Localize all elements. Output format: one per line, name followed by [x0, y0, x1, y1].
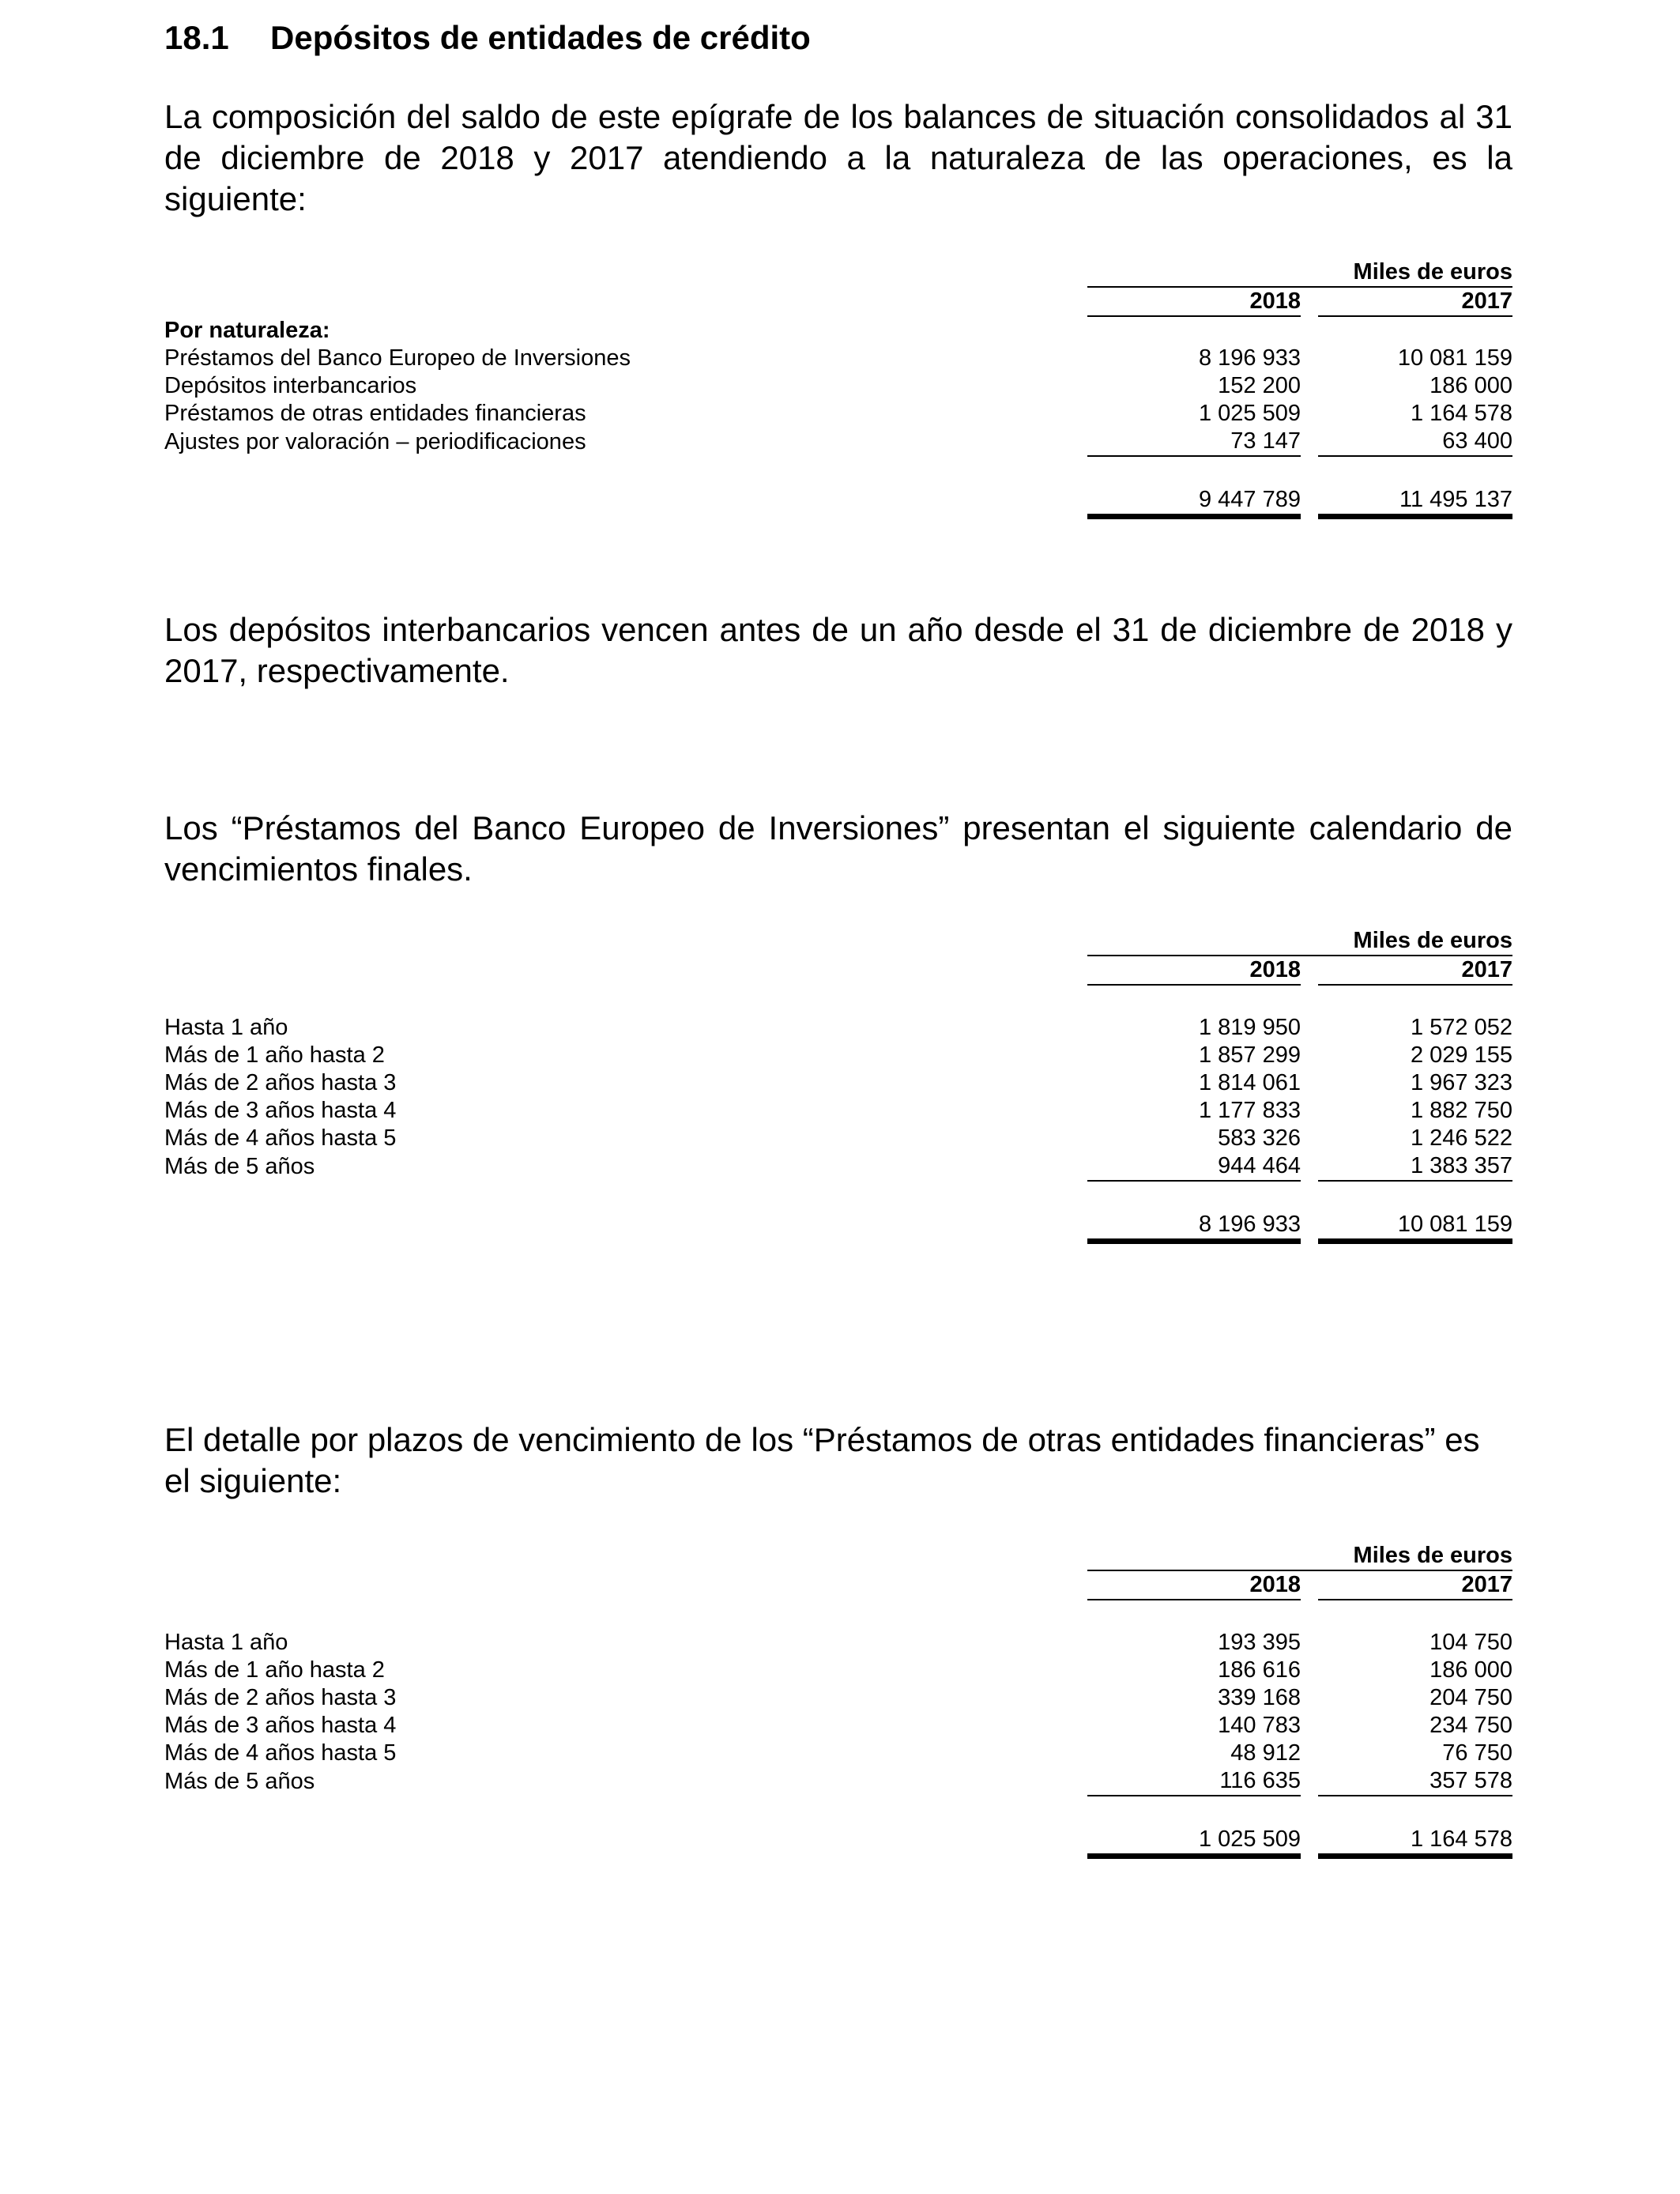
table-row [164, 1712, 1512, 1740]
table-row [164, 400, 1512, 428]
group-label: Por naturaleza: [164, 318, 330, 343]
value-2017: 1 882 750 [1410, 1098, 1512, 1123]
total-row [164, 1825, 1512, 1857]
row-label: Más de 4 años hasta 5 [164, 1740, 397, 1766]
row-label: Más de 3 años hasta 4 [164, 1098, 397, 1123]
value-2017: 1 967 323 [1410, 1070, 1512, 1095]
value-2017: 357 578 [1318, 1767, 1512, 1796]
other-intro-paragraph: El detalle por plazos de vencimiento de los “Préstamos de otras entidades financieras” es el siguiente: [164, 1421, 1480, 1499]
row-label: Más de 3 años hasta 4 [164, 1713, 397, 1738]
value-2018: 73 147 [1087, 428, 1301, 456]
row-label: Más de 4 años hasta 5 [164, 1125, 397, 1151]
row-label: Préstamos de otras entidades financieras [164, 401, 586, 426]
value-2017: 104 750 [1430, 1630, 1512, 1655]
value-2018: 1 025 509 [1198, 401, 1301, 426]
value-2018: 152 200 [1218, 373, 1301, 398]
table-row [164, 1684, 1512, 1712]
table-row [164, 372, 1512, 400]
total-2017: 10 081 159 [1318, 1210, 1512, 1242]
year-header-2017: 2017 [1318, 956, 1512, 985]
table-row [164, 428, 1512, 456]
value-2017: 10 081 159 [1397, 345, 1512, 371]
total-2017: 11 495 137 [1318, 485, 1512, 517]
total-2018: 1 025 509 [1087, 1825, 1301, 1857]
value-2018: 1 177 833 [1198, 1098, 1301, 1123]
row-label: Más de 5 años [164, 1154, 315, 1179]
row-label: Hasta 1 año [164, 1015, 288, 1040]
row-label: Hasta 1 año [164, 1630, 288, 1655]
total-row [164, 485, 1512, 517]
row-label: Más de 5 años [164, 1769, 315, 1794]
table-other-entities-maturities [164, 1542, 1512, 1859]
table-row [164, 1629, 1512, 1657]
value-2018: 116 635 [1087, 1767, 1301, 1796]
row-label: Ajustes por valoración – periodificaciones [164, 429, 586, 454]
value-2018: 1 857 299 [1198, 1042, 1301, 1068]
value-2017: 186 000 [1430, 1657, 1512, 1683]
row-label: Más de 1 año hasta 2 [164, 1657, 385, 1683]
total-2017: 1 164 578 [1318, 1825, 1512, 1857]
year-header-2018: 2018 [1087, 956, 1301, 985]
row-label: Más de 1 año hasta 2 [164, 1042, 385, 1068]
value-2018: 48 912 [1230, 1740, 1301, 1766]
total-2018: 9 447 789 [1087, 485, 1301, 517]
value-2017: 204 750 [1430, 1685, 1512, 1710]
year-header-2018: 2018 [1087, 287, 1301, 316]
year-header-2017: 2017 [1318, 1570, 1512, 1600]
bei-intro-paragraph: Los “Préstamos del Banco Europeo de Inversiones” presentan el siguiente calendario de vencimientos finales. [164, 809, 1512, 888]
interbank-note-paragraph: Los depósitos interbancarios vencen antes de un año desde el 31 de diciembre de 2018 y 2017, respectivamente. [164, 611, 1512, 689]
table-row [164, 1014, 1512, 1042]
table-bei-maturities [164, 927, 1512, 1244]
table-row [164, 1740, 1512, 1767]
table-row [164, 1152, 1512, 1181]
value-2017: 234 750 [1430, 1713, 1512, 1738]
value-2017: 1 383 357 [1318, 1152, 1512, 1181]
value-2018: 186 616 [1218, 1657, 1301, 1683]
intro-paragraph: La composición del saldo de este epígrafe de los balances de situación consolidados al 31 de diciembre de 2018 y 2017 atendiendo a la naturaleza de las operaciones, es la siguiente: [164, 98, 1512, 217]
value-2017: 1 246 522 [1410, 1125, 1512, 1151]
unit-label: Miles de euros [1087, 1542, 1512, 1570]
table-row [164, 1657, 1512, 1684]
row-label: Más de 2 años hasta 3 [164, 1685, 397, 1710]
section-number: 18.1 [164, 19, 229, 56]
table-row [164, 345, 1512, 372]
value-2018: 583 326 [1218, 1125, 1301, 1151]
table-row [164, 1069, 1512, 1097]
total-2018: 8 196 933 [1087, 1210, 1301, 1242]
value-2018: 944 464 [1087, 1152, 1301, 1181]
value-2017: 76 750 [1442, 1740, 1512, 1766]
value-2017: 1 164 578 [1410, 401, 1512, 426]
value-2018: 1 819 950 [1198, 1015, 1301, 1040]
section-heading [164, 19, 811, 57]
section-title: Depósitos de entidades de crédito [270, 19, 811, 56]
table-by-nature [164, 258, 1512, 519]
value-2018: 1 814 061 [1198, 1070, 1301, 1095]
row-label: Préstamos del Banco Europeo de Inversiones [164, 345, 631, 371]
total-row [164, 1210, 1512, 1242]
table-row [164, 1767, 1512, 1796]
row-label: Depósitos interbancarios [164, 373, 417, 398]
value-2017: 63 400 [1318, 428, 1512, 456]
table-row [164, 1097, 1512, 1125]
year-header-2018: 2018 [1087, 1570, 1301, 1600]
value-2017: 2 029 155 [1410, 1042, 1512, 1068]
year-header-2017: 2017 [1318, 287, 1512, 316]
table-row [164, 1125, 1512, 1152]
unit-label: Miles de euros [1087, 258, 1512, 287]
table-row [164, 1042, 1512, 1069]
row-label: Más de 2 años hasta 3 [164, 1070, 397, 1095]
unit-label: Miles de euros [1087, 927, 1512, 956]
value-2017: 186 000 [1430, 373, 1512, 398]
value-2018: 193 395 [1218, 1630, 1301, 1655]
value-2018: 8 196 933 [1198, 345, 1301, 371]
value-2018: 140 783 [1218, 1713, 1301, 1738]
value-2017: 1 572 052 [1410, 1015, 1512, 1040]
value-2018: 339 168 [1218, 1685, 1301, 1710]
